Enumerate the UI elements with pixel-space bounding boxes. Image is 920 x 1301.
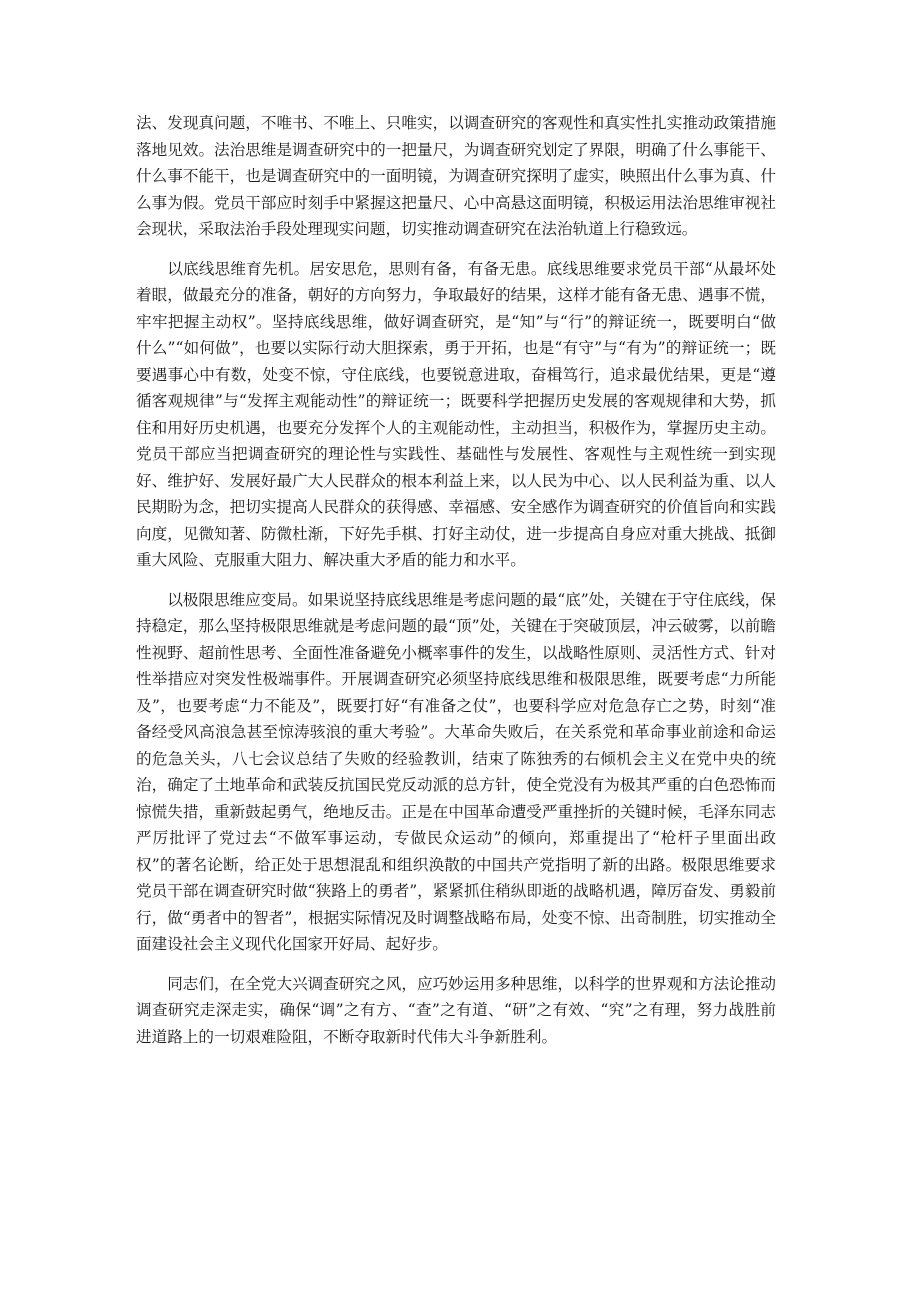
paragraph-conclusion: 同志们，在全党大兴调查研究之风，应巧妙运用多种思维，以科学的世界观和方法论推动调查研究走深走实，确保“调”之有方、“查”之有道、“研”之有效、“究”之有理，努力战胜前进道路上的一切艰难险阻，不断夺取新时代伟大斗争新胜利。 — [136, 974, 776, 1046]
paragraph-bottom-line-thinking: 以底线思维育先机。居安思危，思则有备，有备无患。底线思维要求党员干部“从最坏处着眼，做最充分的准备，朝好的方向努力，争取最好的结果，这样才能有备无患、遇事不慌，牢牢把握主动权”。坚持底线思维，做好调查研究，是“知”与“行”的辩证统一，既要明白“做什么”“如何做”，也要以实际行动大胆探索，勇于开拓，也是“有守”与“有为”的辩证统一；既要遇事心中有数，处变不惊，守住底线，也要锐意进取，奋楫笃行，追求最优结果，更是“遵循客观规律”与“发挥主观能动性”的辩证统一；既要科学把握历史发展的客观规律和大势，抓住和用好历史机遇，也要充分发挥个人的主观能动性，主动担当，积极作为，掌握历史主动。党员干部应当把调查研究的理论性与实践性、基础性与发展性、客观性与主观性统一到实现好、维护好、发展好最广大人民群众的根本利益上来，以人民为中心、以人民利益为重、以人民期盼为念，把切实提高人民群众的获得感、幸福感、安全感作为调查研究的价值旨向和实践向度，见微知著、防微杜渐，下好先手棋、打好主动仗，进一步提高自身应对重大挑战、抵御重大风险、克服重大阻力、解决重大矛盾的能力和水平。 — [136, 259, 776, 569]
document-body — [136, 110, 776, 1063]
paragraph-continuation: 法、发现真问题，不唯书、不唯上、只唯实，以调查研究的客观性和真实性扎实推动政策措施落地见效。法治思维是调查研究中的一把量尺，为调查研究划定了界限，明确了什么事能干、什么事不能干，也是调查研究中的一面明镜，为调查研究探明了虚实，映照出什么事为真、什么事为假。党员干部应时刻手中紧握这把量尺、心中高悬这面明镜，积极运用法治思维审视社会现状，采取法治手段处理现实问题，切实推动调查研究在法治轨道上行稳致远。 — [136, 114, 776, 238]
paragraph-limit-thinking: 以极限思维应变局。如果说坚持底线思维是考虑问题的最“底”处，关键在于守住底线，保持稳定，那么坚持极限思维就是考虑问题的最“顶”处，关键在于突破顶层，冲云破雾，以前瞻性视野、超前性思考、全面性准备避免小概率事件的发生，以战略性原则、灵活性方式、针对性举措应对突发性极端事件。开展调查研究必须坚持底线思维和极限思维，既要考虑“力所能及”，也要考虑“力不能及”，既要打好“有准备之仗”，也要科学应对危急存亡之势，时刻“准备经受风高浪急甚至惊涛骇浪的重大考验”。大革命失败后，在关系党和革命事业前途和命运的危急关头，八七会议总结了失败的经验教训，结束了陈独秀的右倾机会主义在党中央的统治，确定了土地革命和武装反抗国民党反动派的总方针，使全党没有为极其严重的白色恐怖而惊慌失措，重新鼓起勇气，绝地反击。正是在中国革命遭受严重挫折的关键时候，毛泽东同志严厉批评了党过去“不做军事运动，专做民众运动”的倾向，郑重提出了“枪杆子里面出政权”的著名论断，给正处于思想混乱和组织涣散的中国共产党指明了新的出路。极限思维要求党员干部在调查研究时做“狭路上的勇者”，紧紧抓住稍纵即逝的战略机遇，障厉奋发、勇毅前行，做“勇者中的智者”，根据实际情况及时调整战略布局，处变不惊、出奇制胜，切实推动全面建设社会主义现代化国家开好局、起好步。 — [136, 590, 776, 953]
